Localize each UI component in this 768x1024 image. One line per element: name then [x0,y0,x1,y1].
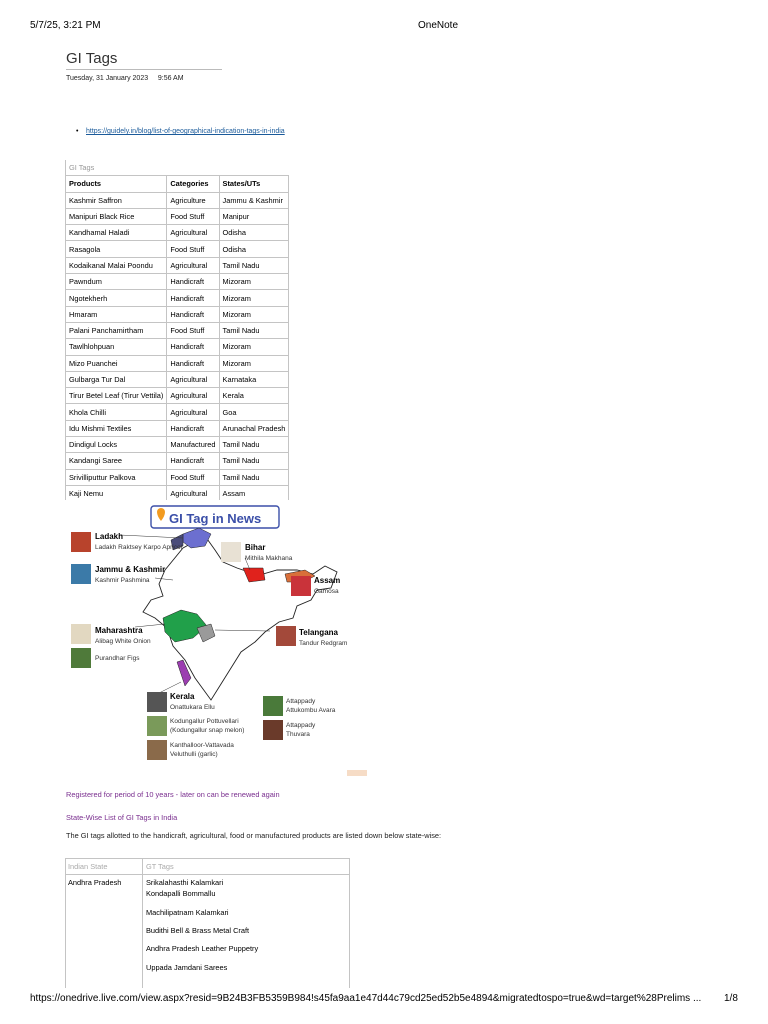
table-row [66,192,289,208]
cell-product: Tawlhlohpuan [66,339,167,355]
table-border-middle [142,858,143,988]
telangana-label: Telangana [299,628,338,637]
kerala-item-3a: Kanthalloor-Vattavada [170,742,234,749]
column-header-state: Indian State [68,862,108,871]
page-title: GI Tags [66,50,118,67]
table-row [66,322,289,338]
table-row [66,257,289,273]
cell-state: Tamil Nadu [219,469,289,485]
cell-state: Tamil Nadu [219,453,289,469]
infographic-title: GI Tag in News [169,511,262,526]
assam-item: Gamosa [314,588,339,595]
maharashtra-item-2: Purandhar Figs [95,655,140,662]
table-row [66,404,289,420]
cell-category: Handicraft [167,355,219,371]
statewise-intro: The GI tags allotted to the handicraft, agricultural, food or manufactured products are listed down below state-wise: [66,831,442,840]
cell-state: Mizoram [219,290,289,306]
page-time: 9:56 AM [157,75,184,82]
table-row [66,208,289,224]
gi-tag-news-infographic [65,500,367,777]
kerala-label: Kerala [170,692,195,701]
cell-product: Palani Panchamirtham [66,322,167,338]
table-row [66,469,289,485]
kerala-photo-3 [147,740,167,760]
table-caption-spacer [167,160,219,176]
cell-category: Manufactured [167,437,219,453]
cell-state: Kerala [219,388,289,404]
cell-category: Agricultural [167,257,219,273]
telangana-photo [276,626,296,646]
state-cell: Andhra Pradesh [68,878,122,887]
cell-product: Kashmir Saffron [66,192,167,208]
state-wise-table [65,858,350,988]
cell-product: Idu Mishmi Textiles [66,420,167,436]
cell-category: Food Stuff [167,241,219,257]
source-link[interactable]: https://guidely.in/blog/list-of-geographical-indication-tags-in-india [86,128,285,135]
bihar-label: Bihar [245,543,266,552]
maharashtra-item-1: Alibag White Onion [95,638,151,645]
cell-product: Kodaikanal Malai Poondu [66,257,167,273]
table-row [66,355,289,371]
print-page-number: 1/8 [724,993,738,1004]
cell-product: Hmaram [66,306,167,322]
link-list-item [76,128,285,135]
cell-category: Handicraft [167,274,219,290]
column-header-states: States/UTs [219,176,289,192]
assam-photo [291,576,311,596]
cell-state: Mizoram [219,306,289,322]
cell-product: Kaji Nemu [66,485,167,501]
maharashtra-photo-1 [71,624,91,644]
bullet-icon: • [76,128,79,135]
cell-state: Jammu & Kashmir [219,192,289,208]
kerala-photo-1 [147,692,167,712]
tag-item: Andhra Pradesh Leather Puppetry [146,944,259,953]
assam-label: Assam [314,576,341,585]
kerala-photo-5 [263,720,283,740]
cell-product: Rasagola [66,241,167,257]
tag-item: Uppada Jamdani Sarees [146,963,228,972]
cell-category: Food Stuff [167,322,219,338]
maharashtra-photo-2 [71,648,91,668]
kerala-photo-2 [147,716,167,736]
cell-state: Tamil Nadu [219,257,289,273]
table-row [66,225,289,241]
kerala-item-5b: Thuvara [286,731,310,738]
kerala-item-2a: Kodungallur Pottuvellari [170,718,239,725]
table-header-divider [65,874,350,875]
table-border-right [349,858,350,988]
cell-product: Manipuri Black Rice [66,208,167,224]
gi-tags-table [65,160,289,502]
table-border-left [65,858,66,988]
ladakh-photo [71,532,91,552]
table-row [66,306,289,322]
kerala-item-3b: Veluthulli (garlic) [170,751,218,758]
cell-state: Goa [219,404,289,420]
cell-category: Agricultural [167,485,219,501]
cell-state: Mizoram [219,274,289,290]
cell-state: Assam [219,485,289,501]
print-footer-url: https://onedrive.live.com/view.aspx?resid=9B24B3FB5359B984!s45fa9aa1e47d44c79cd25ed52b5e4894&migratedtospo=true&wd=target%28Prelims ... [30,993,702,1004]
cell-state: Mizoram [219,355,289,371]
cell-category: Handicraft [167,420,219,436]
table-row [66,420,289,436]
table-row [66,388,289,404]
table-border-top [65,858,350,859]
registered-note: Registered for period of 10 years - later on can be renewed again [66,790,280,799]
kerala-item-4a: Attappady [286,698,316,705]
table-row [66,371,289,387]
cell-category: Agricultural [167,225,219,241]
bihar-photo [221,542,241,562]
ladakh-label: Ladakh [95,532,124,541]
tag-item: Kondapalli Bommallu [146,889,216,898]
cell-product: Kandangi Saree [66,453,167,469]
table-row [66,290,289,306]
table-caption-row [66,160,289,176]
table-row [66,339,289,355]
cell-category: Handicraft [167,290,219,306]
tag-item: Srikalahasthi Kalamkari [146,878,224,887]
tag-item: Budithi Bell & Brass Metal Craft [146,926,250,935]
kerala-item-4b: Attukombu Avara [286,707,336,714]
table-caption-spacer [219,160,289,176]
cell-category: Food Stuff [167,208,219,224]
tag-item: Machilipatnam Kalamkari [146,908,229,917]
table-row [66,241,289,257]
column-header-tags: GT Tags [146,862,174,871]
kerala-item-2b: (Kodungallur snap melon) [170,727,245,734]
cell-state: Odisha [219,225,289,241]
jk-photo [71,564,91,584]
cell-category: Food Stuff [167,469,219,485]
jk-label: Jammu & Kashmir [95,565,166,574]
cell-state: Manipur [219,208,289,224]
cell-product: Pawndum [66,274,167,290]
title-underline [66,69,222,70]
cell-category: Handicraft [167,453,219,469]
cell-product: Gulbarga Tur Dal [66,371,167,387]
page-datetime [66,75,184,82]
bihar-item: Mithila Makhana [245,555,293,562]
telangana-item: Tandur Redgram [299,640,348,647]
jk-item: Kashmir Pashmina [95,577,150,584]
cell-state: Karnataka [219,371,289,387]
cell-product: Srivilliputtur Palkova [66,469,167,485]
column-header-products: Products [66,176,167,192]
table-row [66,437,289,453]
cell-state: Tamil Nadu [219,322,289,338]
maharashtra-label: Maharashtra [95,626,143,635]
cell-state: Tamil Nadu [219,437,289,453]
cell-category: Agricultural [167,371,219,387]
table-caption: GI Tags [66,160,167,176]
cell-state: Mizoram [219,339,289,355]
cell-product: Tirur Betel Leaf (Tirur Vettila) [66,388,167,404]
table-row [66,453,289,469]
table-row [66,274,289,290]
column-header-categories: Categories [167,176,219,192]
cell-category: Handicraft [167,339,219,355]
page-date: Tuesday, 31 January 2023 [66,75,149,82]
cell-product: Mizo Puanchei [66,355,167,371]
cell-product: Khola Chilli [66,404,167,420]
kerala-item-5a: Attappady [286,722,316,729]
ladakh-item: Ladakh Raktsey Karpo Apricot [95,544,183,551]
infographic-corner-accent [347,770,367,776]
kerala-photo-4 [263,696,283,716]
print-datetime: 5/7/25, 3:21 PM [30,20,101,31]
statewise-heading: State-Wise List of GI Tags in India [66,813,178,822]
cell-product: Ngotekherh [66,290,167,306]
cell-category: Agriculture [167,192,219,208]
cell-category: Handicraft [167,306,219,322]
print-app-name: OneNote [418,20,459,31]
cell-product: Dindigul Locks [66,437,167,453]
table-header-row [66,176,289,192]
cell-product: Kandhamal Haladi [66,225,167,241]
cell-category: Agricultural [167,404,219,420]
cell-state: Odisha [219,241,289,257]
kerala-item-1: Onattukara Ellu [170,704,215,711]
cell-state: Arunachal Pradesh [219,420,289,436]
cell-category: Agricultural [167,388,219,404]
